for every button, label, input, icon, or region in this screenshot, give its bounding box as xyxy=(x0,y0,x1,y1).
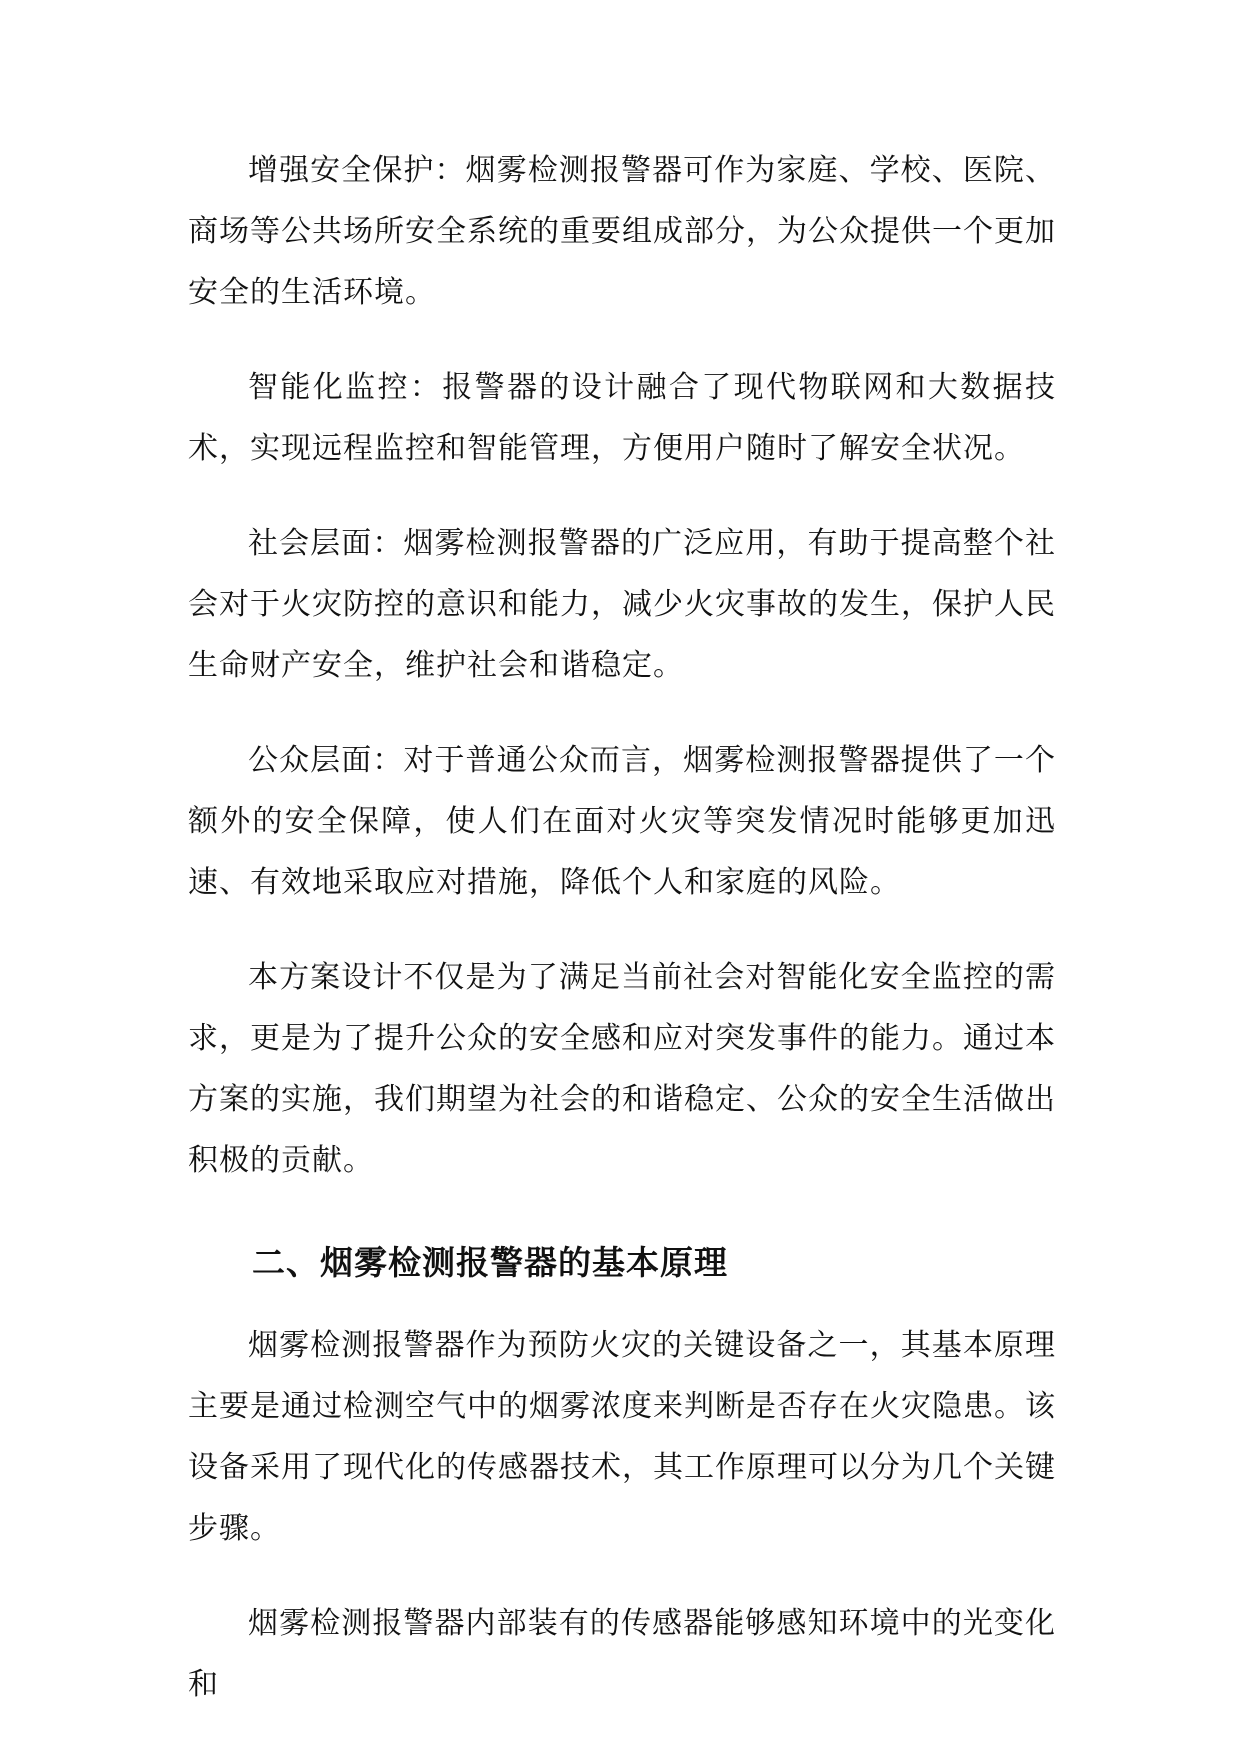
paragraph-safety-protection: 增强安全保护：烟雾检测报警器可作为家庭、学校、医院、商场等公共场所安全系统的重要组成部分，为公众提供一个更加安全的生活环境。 xyxy=(188,153,1056,310)
paragraph-smart-monitoring: 智能化监控：报警器的设计融合了现代物联网和大数据技术，实现远程监控和智能管理，方便用户随时了解安全状况。 xyxy=(188,370,1056,466)
paragraph-public-level: 公众层面：对于普通公众而言，烟雾检测报警器提供了一个额外的安全保障，使人们在面对火灾等突发情况时能够更加迅速、有效地采取应对措施，降低个人和家庭的风险。 xyxy=(188,743,1056,900)
paragraph-basic-principle: 烟雾检测报警器作为预防火灾的关键设备之一，其基本原理主要是通过检测空气中的烟雾浓度来判断是否存在火灾隐患。该设备采用了现代化的传感器技术，其工作原理可以分为几个关键步骤。 xyxy=(188,1328,1056,1546)
paragraph-social-level: 社会层面：烟雾检测报警器的广泛应用，有助于提高整个社会对于火灾防控的意识和能力，减少火灾事故的发生，保护人民生命财产安全，维护社会和谐稳定。 xyxy=(188,526,1056,683)
section-heading: 二、烟雾检测报警器的基本原理 xyxy=(252,1243,728,1282)
paragraph-plan-summary: 本方案设计不仅是为了满足当前社会对智能化安全监控的需求，更是为了提升公众的安全感和应对突发事件的能力。通过本方案的实施，我们期望为社会的和谐稳定、公众的安全生活做出积极的贡献。 xyxy=(188,960,1056,1178)
document-body xyxy=(188,140,1056,1749)
paragraph-sensor-description: 烟雾检测报警器内部装有的传感器能够感知环境中的光变化和 xyxy=(188,1606,1056,1702)
